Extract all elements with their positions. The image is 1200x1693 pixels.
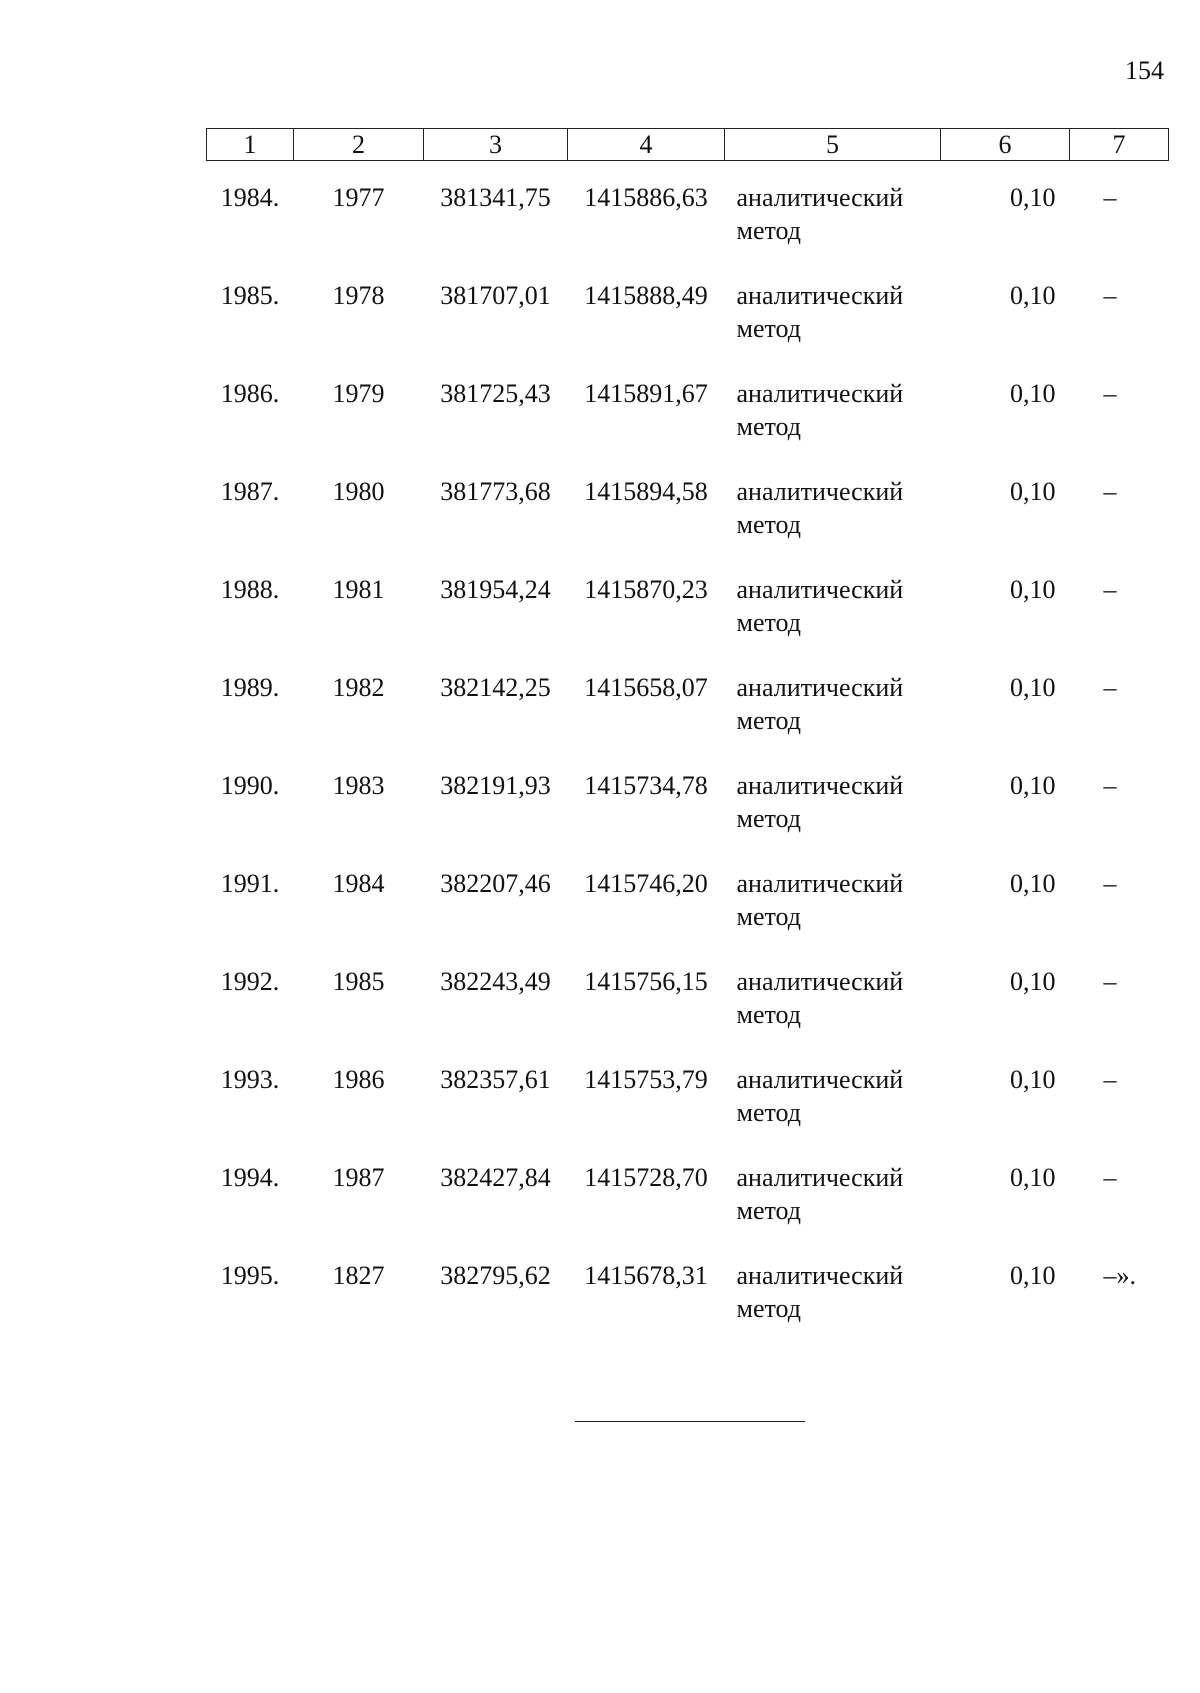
method-cell	[725, 847, 941, 945]
point-number-cell: 1980	[332, 476, 385, 506]
page-number: 154	[1125, 56, 1164, 85]
table-header	[207, 129, 1169, 161]
table-row	[207, 847, 1169, 945]
method-line-1: аналитический	[736, 770, 904, 800]
column-header-5: 5	[725, 129, 941, 161]
note-cell: –	[1103, 183, 1117, 212]
y-coordinate-cell: 1415891,67	[584, 378, 708, 408]
row-number-cell: 1995.	[220, 1260, 280, 1290]
y-coordinate-cell: 1415756,15	[584, 966, 708, 996]
precision-cell: 0,10	[1010, 378, 1056, 408]
table-row	[207, 455, 1169, 553]
method-cell	[725, 1141, 941, 1239]
note-cell: –	[1103, 770, 1117, 800]
table-row	[207, 357, 1169, 455]
y-coordinate-cell: 1415888,49	[584, 280, 708, 310]
table-row	[207, 945, 1169, 1043]
point-number-cell: 1979	[332, 378, 385, 408]
row-number-cell: 1992.	[220, 966, 280, 996]
method-line-2: метод	[736, 901, 801, 931]
method-line-2: метод	[736, 607, 801, 637]
method-line-1: аналитический	[736, 476, 904, 506]
precision-cell: 0,10	[1010, 966, 1056, 996]
method-line-1: аналитический	[736, 1162, 904, 1192]
column-header-7: 7	[1070, 129, 1169, 161]
row-number-cell: 1991.	[220, 868, 280, 898]
table-row	[207, 749, 1169, 847]
note-cell: –	[1103, 672, 1117, 702]
point-number-cell: 1986	[332, 1064, 385, 1094]
precision-cell: 0,10	[1010, 183, 1056, 212]
method-line-2: метод	[736, 1293, 801, 1323]
method-line-2: метод	[736, 411, 801, 441]
note-cell: –	[1103, 966, 1117, 996]
x-coordinate-cell: 381341,75	[440, 183, 551, 212]
column-header-2: 2	[294, 129, 424, 161]
note-cell: –	[1103, 1162, 1117, 1192]
y-coordinate-cell: 1415870,23	[584, 574, 708, 604]
row-number-cell: 1993.	[220, 1064, 280, 1094]
point-number-cell: 1978	[332, 280, 385, 310]
table-body	[207, 161, 1169, 1337]
method-line-1: аналитический	[736, 1260, 904, 1290]
x-coordinate-cell: 381954,24	[440, 574, 551, 604]
method-cell	[725, 357, 941, 455]
point-number-cell: 1984	[332, 868, 385, 898]
table-row	[207, 1239, 1169, 1337]
method-line-2: метод	[736, 509, 801, 539]
row-number-cell: 1986.	[220, 378, 280, 408]
precision-cell: 0,10	[1010, 672, 1056, 702]
point-number-cell: 1977	[332, 183, 385, 212]
method-line-1: аналитический	[736, 1064, 904, 1094]
x-coordinate-cell: 382142,25	[440, 672, 551, 702]
row-number-cell: 1990.	[220, 770, 280, 800]
method-line-2: метод	[736, 1097, 801, 1127]
precision-cell: 0,10	[1010, 476, 1056, 506]
point-number-cell: 1983	[332, 770, 385, 800]
method-cell	[725, 651, 941, 749]
point-number-cell: 1981	[332, 574, 385, 604]
table-row	[207, 161, 1169, 259]
precision-cell: 0,10	[1010, 574, 1056, 604]
note-cell: –	[1103, 1064, 1117, 1094]
point-number-cell: 1827	[332, 1260, 385, 1290]
column-header-6: 6	[941, 129, 1070, 161]
note-cell: –	[1103, 378, 1117, 408]
y-coordinate-cell: 1415746,20	[584, 868, 708, 898]
note-cell: –	[1103, 476, 1117, 506]
note-cell: –».	[1103, 1260, 1136, 1290]
method-cell	[725, 259, 941, 357]
y-coordinate-cell: 1415734,78	[584, 770, 708, 800]
coordinates-table	[206, 128, 1169, 1337]
method-line-1: аналитический	[736, 280, 904, 310]
row-number-cell: 1985.	[220, 280, 280, 310]
point-number-cell: 1987	[332, 1162, 385, 1192]
x-coordinate-cell: 382427,84	[440, 1162, 551, 1192]
method-cell	[725, 553, 941, 651]
method-line-2: метод	[736, 1195, 801, 1225]
y-coordinate-cell: 1415678,31	[584, 1260, 708, 1290]
x-coordinate-cell: 382243,49	[440, 966, 551, 996]
precision-cell: 0,10	[1010, 770, 1056, 800]
y-coordinate-cell: 1415658,07	[584, 672, 708, 702]
precision-cell: 0,10	[1010, 280, 1056, 310]
table-row	[207, 651, 1169, 749]
y-coordinate-cell: 1415894,58	[584, 476, 708, 506]
method-cell	[725, 749, 941, 847]
row-number-cell: 1988.	[220, 574, 280, 604]
method-line-1: аналитический	[736, 378, 904, 408]
method-cell	[725, 1239, 941, 1337]
table-row	[207, 1141, 1169, 1239]
point-number-cell: 1985	[332, 966, 385, 996]
method-line-2: метод	[736, 313, 801, 343]
note-cell: –	[1103, 574, 1117, 604]
precision-cell: 0,10	[1010, 1064, 1056, 1094]
column-header-1: 1	[207, 129, 294, 161]
x-coordinate-cell: 381707,01	[440, 280, 551, 310]
x-coordinate-cell: 382207,46	[440, 868, 551, 898]
column-header-3: 3	[424, 129, 568, 161]
note-cell: –	[1103, 868, 1117, 898]
column-header-4: 4	[568, 129, 725, 161]
row-number-cell: 1984.	[220, 183, 280, 212]
method-line-1: аналитический	[736, 183, 904, 212]
y-coordinate-cell: 1415886,63	[584, 183, 708, 212]
x-coordinate-cell: 382191,93	[440, 770, 551, 800]
method-cell	[725, 455, 941, 553]
table-row	[207, 259, 1169, 357]
row-number-cell: 1987.	[220, 476, 280, 506]
precision-cell: 0,10	[1010, 1260, 1056, 1290]
x-coordinate-cell: 381773,68	[440, 476, 551, 506]
precision-cell: 0,10	[1010, 868, 1056, 898]
row-number-cell: 1994.	[220, 1162, 280, 1192]
method-cell	[725, 945, 941, 1043]
precision-cell: 0,10	[1010, 1162, 1056, 1192]
header-row	[207, 129, 1169, 161]
table-row	[207, 553, 1169, 651]
closing-separator-line	[575, 1421, 805, 1422]
y-coordinate-cell: 1415728,70	[584, 1162, 708, 1192]
method-line-2: метод	[736, 216, 801, 245]
y-coordinate-cell: 1415753,79	[584, 1064, 708, 1094]
method-line-1: аналитический	[736, 868, 904, 898]
point-number-cell: 1982	[332, 672, 385, 702]
table-row	[207, 1043, 1169, 1141]
method-line-1: аналитический	[736, 672, 904, 702]
method-cell	[725, 161, 941, 259]
x-coordinate-cell: 381725,43	[440, 378, 551, 408]
x-coordinate-cell: 382795,62	[440, 1260, 551, 1290]
method-line-2: метод	[736, 999, 801, 1029]
method-line-2: метод	[736, 803, 801, 833]
method-line-1: аналитический	[736, 966, 904, 996]
method-line-2: метод	[736, 705, 801, 735]
method-cell	[725, 1043, 941, 1141]
row-number-cell: 1989.	[220, 672, 280, 702]
note-cell: –	[1103, 280, 1117, 310]
x-coordinate-cell: 382357,61	[440, 1064, 551, 1094]
method-line-1: аналитический	[736, 574, 904, 604]
